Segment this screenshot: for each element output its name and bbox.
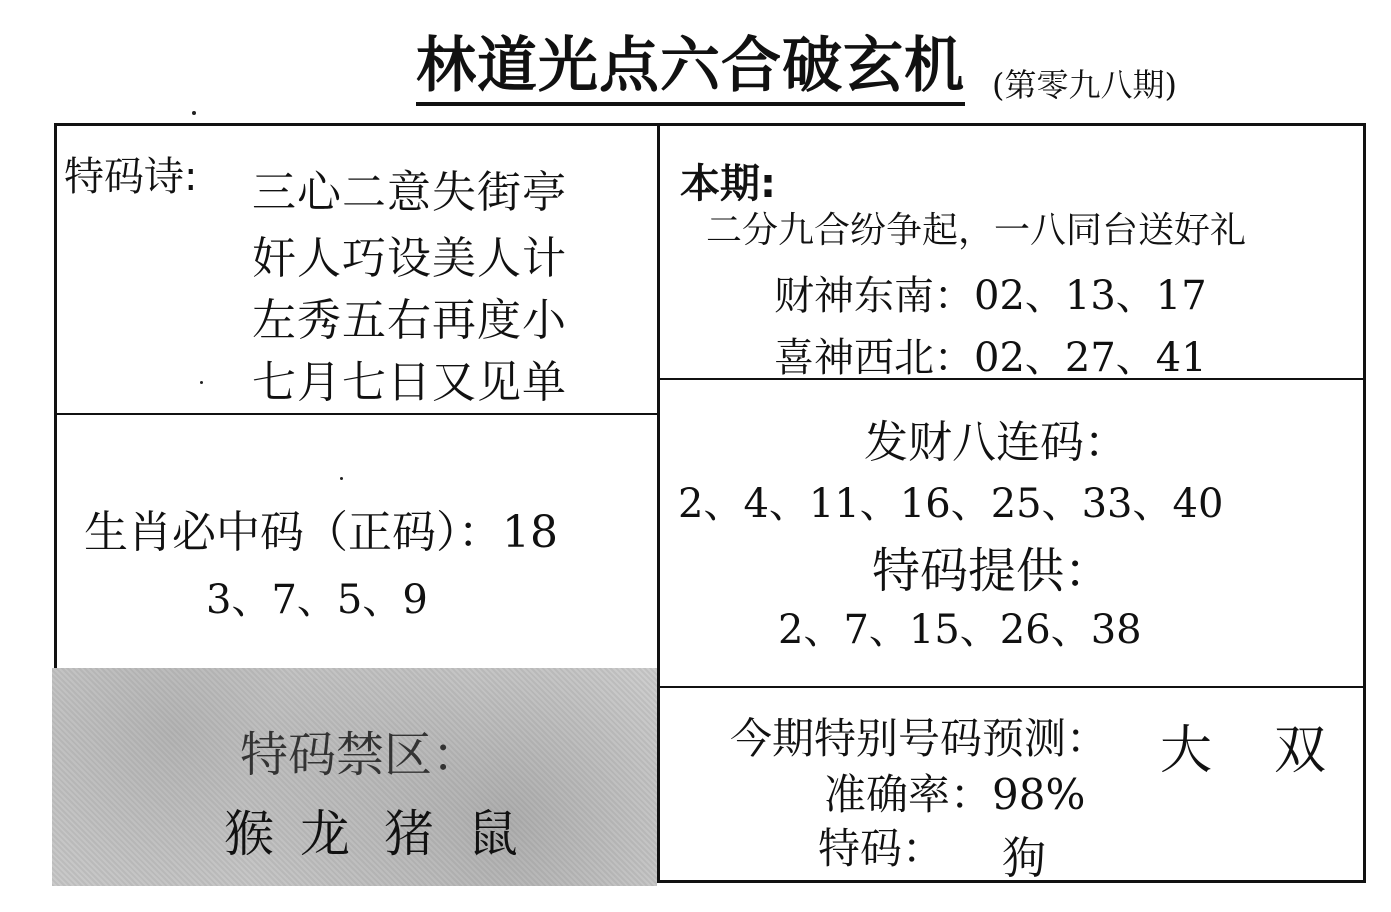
prediction-big: 大 [1160, 721, 1213, 781]
fortune-label: 发财八连码： [864, 417, 1128, 468]
forbidden-label: 特码禁区： [240, 727, 481, 783]
outer-border-right [1363, 123, 1366, 883]
zodiac-line: 生肖必中码（正码）：18 [84, 507, 558, 558]
outer-border-top [54, 123, 1366, 126]
scan-speck [192, 111, 196, 115]
issue-number: (第零九八期) [992, 66, 1177, 104]
joy-god-line: 喜神西北：02、27、41 [774, 335, 1207, 381]
forbidden-zodiac-1: 猴 [224, 805, 274, 863]
special-offer-numbers: 2、7、15、26、38 [778, 607, 1142, 653]
wealth-god-line: 财神东南：02、13、17 [774, 273, 1207, 319]
outer-border-left [54, 123, 57, 668]
prediction-even: 双 [1274, 721, 1327, 781]
poem-label: 特码诗: [64, 154, 198, 200]
scan-speck [200, 381, 203, 384]
poem-line-3: 左秀五右再度小 [252, 295, 567, 346]
current-label: 本期: [680, 161, 776, 207]
poem-line-4: 七月七日又见单 [252, 357, 567, 408]
zodiac-numbers: 3、7、5、9 [206, 577, 428, 623]
forbidden-zodiac-4: 鼠 [468, 805, 518, 863]
center-divider [657, 123, 660, 883]
scan-speck [340, 477, 343, 480]
special-code-value: 狗 [1002, 833, 1046, 884]
prediction-label: 今期特别号码预测： [730, 714, 1109, 763]
special-code-label: 特码： [818, 824, 945, 873]
accuracy-line: 准确率：98% [824, 770, 1086, 819]
right-row-divider-2 [657, 686, 1366, 688]
page-title: 林道光点六合破玄机 [416, 30, 965, 106]
fortune-numbers: 2、4、11、16、25、33、40 [678, 481, 1224, 527]
poem-line-2: 奸人巧设美人计 [252, 233, 567, 284]
forbidden-zodiac-3: 猪 [384, 805, 434, 863]
current-verse: 二分九合纷争起，一八同台送好礼 [706, 210, 1247, 251]
poem-line-1: 三心二意失街亭 [252, 167, 567, 218]
left-row-divider [54, 413, 659, 415]
forbidden-zodiac-2: 龙 [300, 805, 350, 863]
special-offer-label: 特码提供： [872, 543, 1113, 599]
